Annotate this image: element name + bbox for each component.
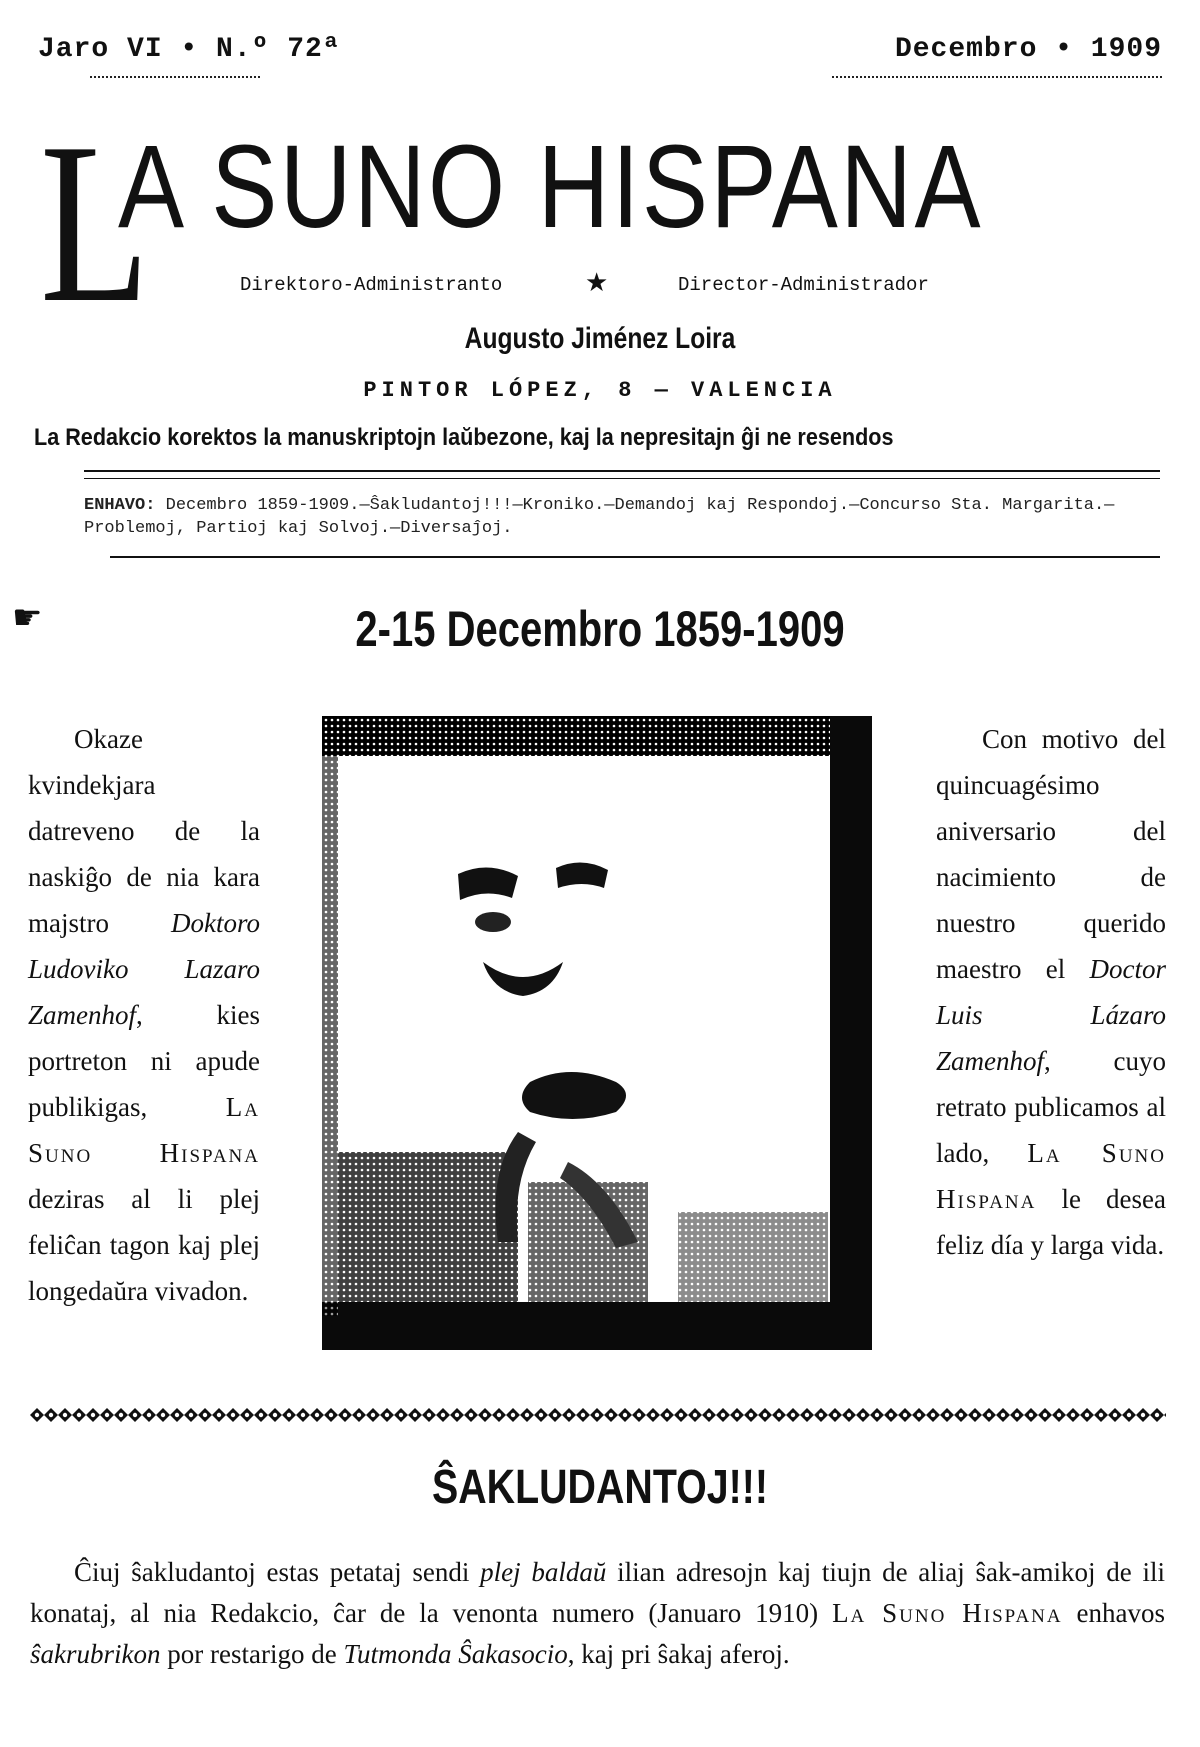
zamenhof-name: Doktoro Ludoviko Lazaro Zamenhof	[28, 908, 260, 1030]
ornamental-divider	[30, 1406, 1166, 1424]
role-esperanto: Direktoro-Administranto	[240, 274, 503, 296]
rule	[110, 556, 1160, 558]
issue-number: Jaro VI • N.º 72ª	[38, 34, 341, 65]
star-icon: ★	[585, 268, 609, 298]
role-spanish: Director-Administrador	[678, 274, 929, 296]
editorial-notice: La Redakcio korektos la manuskriptojn laŭbezone, kaj la nepresitajn ĝi ne resendos	[34, 424, 894, 451]
editor-name: Augusto Jiménez Loira	[464, 322, 736, 355]
contents-text: Decembro 1859-1909.—Ŝakludantoj!!!—Kroniko.—Demandoj kaj Respondoj.—Concurso Sta. Margarita.—Problemoj, Partioj kaj Solvoj.—Diversaĵoj.	[84, 496, 1115, 538]
top-rule-left	[90, 76, 260, 78]
journal-name: La Suno Hispana	[28, 1092, 260, 1168]
zamenhof-portrait	[318, 712, 876, 1354]
section-paragraph: Ĉiuj ŝakludantoj estas petataj sendi plej baldaŭ ilian adresojn kaj tiujn de aliaj ŝak-amikoj de ili konataj, al nia Redakcio, ĉar de la venonta numero (Januaro 1910) La Suno Hispana enhavos ŝakrubrikon por restarigo de Tutmonda Ŝakasocio, kaj pri ŝakaj aferoj.	[30, 1557, 1165, 1669]
journal-name-es: La Suno Hispana	[936, 1138, 1166, 1214]
portrait-image	[318, 712, 876, 1354]
zamenhof-name-es: Doctor Luis Lázaro Zamenhof	[936, 954, 1166, 1076]
esperanto-column: Okaze kvindekjara datreveno de la naskiĝo de nia kara majstro Doktoro Ludoviko Lazaro Zamenhof, kies portreton ni apude publikigas, La Suno Hispana deziras al li plej feliĉan tagon kaj plej longedaŭra vivadon.	[28, 724, 260, 1306]
rule	[84, 470, 1160, 472]
pointing-hand-icon: ☛	[12, 598, 43, 638]
journal-name-body: La Suno Hispana	[832, 1598, 1063, 1628]
address: PINTOR LÓPEZ, 8 — VALENCIA	[363, 378, 837, 403]
masthead-initial: L	[40, 95, 150, 350]
anniversary-title: 2-15 Decembro 1859-1909	[355, 601, 845, 657]
rule	[84, 478, 1160, 479]
section-title: ŜAKLUDANTOJ!!!	[431, 1461, 768, 1514]
masthead-title: A SUNO HISPANA	[118, 121, 984, 253]
contents-label: ENHAVO:	[84, 496, 156, 515]
issue-date: Decembro • 1909	[894, 34, 1162, 65]
spanish-column: Con motivo del quincuagésimo aniversario del nacimiento de nuestro querido maestro el Doctor Luis Lázaro Zamenhof, cuyo retrato publicamos al lado, La Suno Hispana le desea feliz día y larga vida.	[936, 724, 1166, 1260]
table-of-contents	[84, 494, 1160, 540]
top-rule-right	[832, 76, 1162, 78]
